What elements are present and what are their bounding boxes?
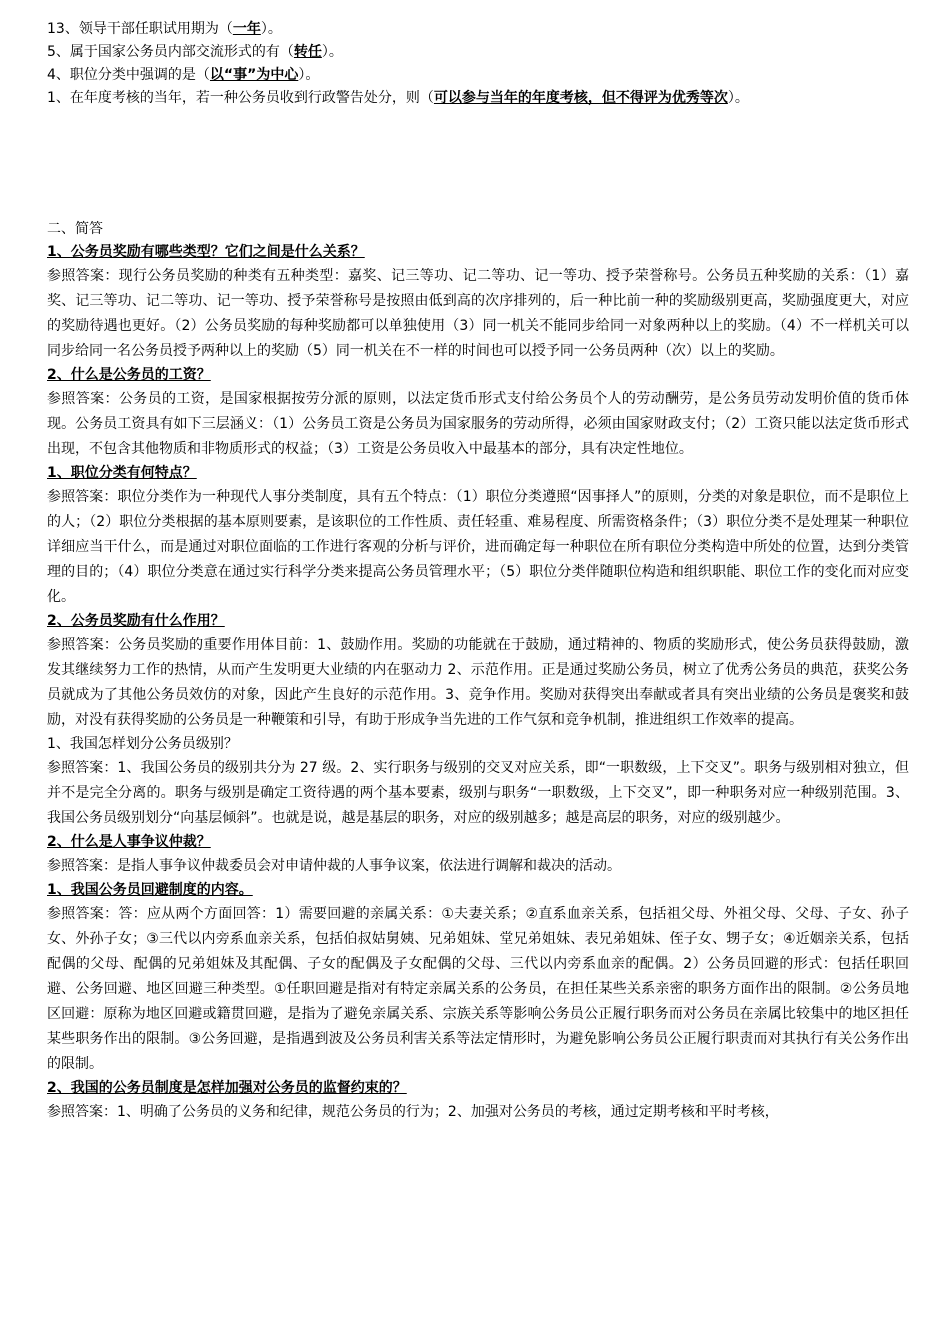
question-heading: 2、什么是公务员的工资？ [47,367,211,383]
fill-item [47,87,909,110]
fill-question-end: ）。 [260,21,282,37]
fill-question-end: ）。 [727,90,749,106]
section-title: 二、简答 [47,221,103,237]
fill-question-end: ）。 [321,44,343,60]
answer-text: 参照答案：1、明确了公务员的义务和纪律，规范公务员的行为；2、加强对公务员的考核，通过定期考核和平时考核， [47,1104,779,1120]
question-heading: 1、职位分类有何特点？ [47,465,197,481]
fill-answer: 可以参与当年的年度考核，但不得评为优秀等次 [433,90,728,106]
fill-item [47,64,909,87]
fill-item [47,41,909,64]
document-page [47,18,909,1125]
fill-question: 5、属于国家公务员内部交流形式的有（ [47,44,294,60]
fill-question: 13、领导干部任职试用期为（ [47,21,233,37]
question-heading: 2、什么是人事争议仲裁？ [47,834,211,850]
answer-text: 参照答案：1、我国公务员的级别共分为 27 级。2、实行职务与级别的交叉对应关系，即“一职数级，上下交叉”。职务与级别相对独立，但并不是完全分离的。职务与级别是确定工资待遇的两个基本要素，级别与职务“一职数级，上下交叉”，即一种职务对应一种级别范围。3、我国公务员级别划分“向基层倾斜”。也就是说，越是基层的职务，对应的级别越多；越是高层的职务，对应的级别越少。 [47,760,909,826]
answer-text: 参照答案：答：应从两个方面回答：1）需要回避的亲属关系：①夫妻关系；②直系血亲关系，包括祖父母、外祖父母、父母、子女、孙子女、外孙子女；③三代以内旁系血亲关系，包括伯叔姑舅姨、兄弟姐妹、堂兄弟姐妹、表兄弟姐妹、侄子女、甥子女；④近姻亲关系，包括配偶的父母、配偶的兄弟姐妹及其配偶、子女的配偶及子女配偶的父母、三代以内旁系血亲的配偶。2）公务员回避的形式：包括任职回避、公务回避、地区回避三种类型。①任职回避是指对有特定亲属关系的公务员，在担任某些关系亲密的职务方面作出的限制。②公务员地区回避：原称为地区回避或籍贯回避，是指为了避免亲属关系、宗族关系等影响公务员公正履行职务而对公务员在亲属比较集中的地区担任某些职务作出的限制。③公务回避，是指遇到波及公务员利害关系等法定情形时，为避免影响公务员公正履行职责而对其执行有关公务作出的限制。 [47,906,909,1072]
fill-answer: 以“事”为中心 [209,67,299,83]
answer-text: 参照答案：职位分类作为一种现代人事分类制度，具有五个特点：（1）职位分类遵照“因事择人”的原则，分类的对象是职位，而不是职位上的人；（2）职位分类根据的基本原则要素，是该职位的工作性质、责任轻重、难易程度、所需资格条件；（3）职位分类不是处理某一种职位详细应当干什么，而是通过对职位面临的工作进行客观的分析与评价，进而确定每一种职位在所有职位分类构造中所处的位置，达到分类管理的目的；（4）职位分类意在通过实行科学分类来提高公务员管理水平；（5）职位分类伴随职位构造和组织职能、职位工作的变化而对应变化。 [47,489,909,605]
fill-item [47,18,909,41]
fill-answer: 转任 [293,44,322,60]
fill-question-end: ）。 [298,67,320,83]
question-heading: 2、公务员奖励有什么作用？ [47,613,225,629]
fill-question: 4、职位分类中强调的是（ [47,67,210,83]
fill-in-answers [47,18,909,110]
question-heading: 1、公务员奖励有哪些类型？它们之间是什么关系？ [47,244,365,260]
fill-question: 1、在年度考核的当年，若一种公务员收到行政警告处分，则（ [47,90,434,106]
fill-answer: 一年 [232,21,261,37]
qa-list [47,241,909,1125]
answer-text: 参照答案：公务员的工资，是国家根据按劳分派的原则，以法定货币形式支付给公务员个人的劳动酬劳，是公务员劳动发明价值的货币体现。公务员工资具有如下三层涵义：（1）公务员工资是公务员为国家服务的劳动所得，必须由国家财政支付；（2）工资只能以法定货币形式出现，不包含其他物质和非物质形式的权益；（3）工资是公务员收入中最基本的部分，具有决定性地位。 [47,391,909,457]
question-heading: 1、我国公务员回避制度的内容。 [47,882,253,898]
answer-text: 参照答案：公务员奖励的重要作用体目前：1、鼓励作用。奖励的功能就在于鼓励，通过精神的、物质的奖励形式，使公务员获得鼓励，激发其继续努力工作的热情，从而产生发明更大业绩的内在驱动力 2、示范作用。正是通过奖励公务员，树立了优秀公务员的典范，获奖公务员就成为了其他公务员效仿的对象，因此产生良好的示范作用。3、竞争作用。奖励对获得突出奉献或者具有突出业绩的公务员是褒奖和鼓励，对没有获得奖励的公务员是一种鞭策和引导，有助于形成争当先进的工作气氛和竞争机制，推进组织工作效率的提高。 [47,637,909,728]
answer-text: 参照答案：是指人事争议仲裁委员会对申请仲裁的人事争议案，依法进行调解和裁决的活动。 [47,858,621,874]
answer-text: 参照答案：现行公务员奖励的种类有五种类型：嘉奖、记三等功、记二等功、记一等功、授予荣誉称号。公务员五种奖励的关系：（1）嘉奖、记三等功、记二等功、记一等功、授予荣誉称号是按照由低到高的次序排列的，后一种比前一种的奖励级别更高，奖励强度更大，对应的奖励待遇也更好。（2）公务员奖励的每种奖励都可以单独使用（3）同一机关不能同步给同一对象两种以上的奖励。（4）不一样机关可以同步给同一名公务员授予两种以上的奖励（5）同一机关在不一样的时间也可以授予同一公务员两种（次）以上的奖励。 [47,268,909,359]
question-heading: 1、我国怎样划分公务员级别？ [47,736,238,752]
question-heading: 2、我国的公务员制度是怎样加强对公务员的监督约束的？ [47,1080,407,1096]
